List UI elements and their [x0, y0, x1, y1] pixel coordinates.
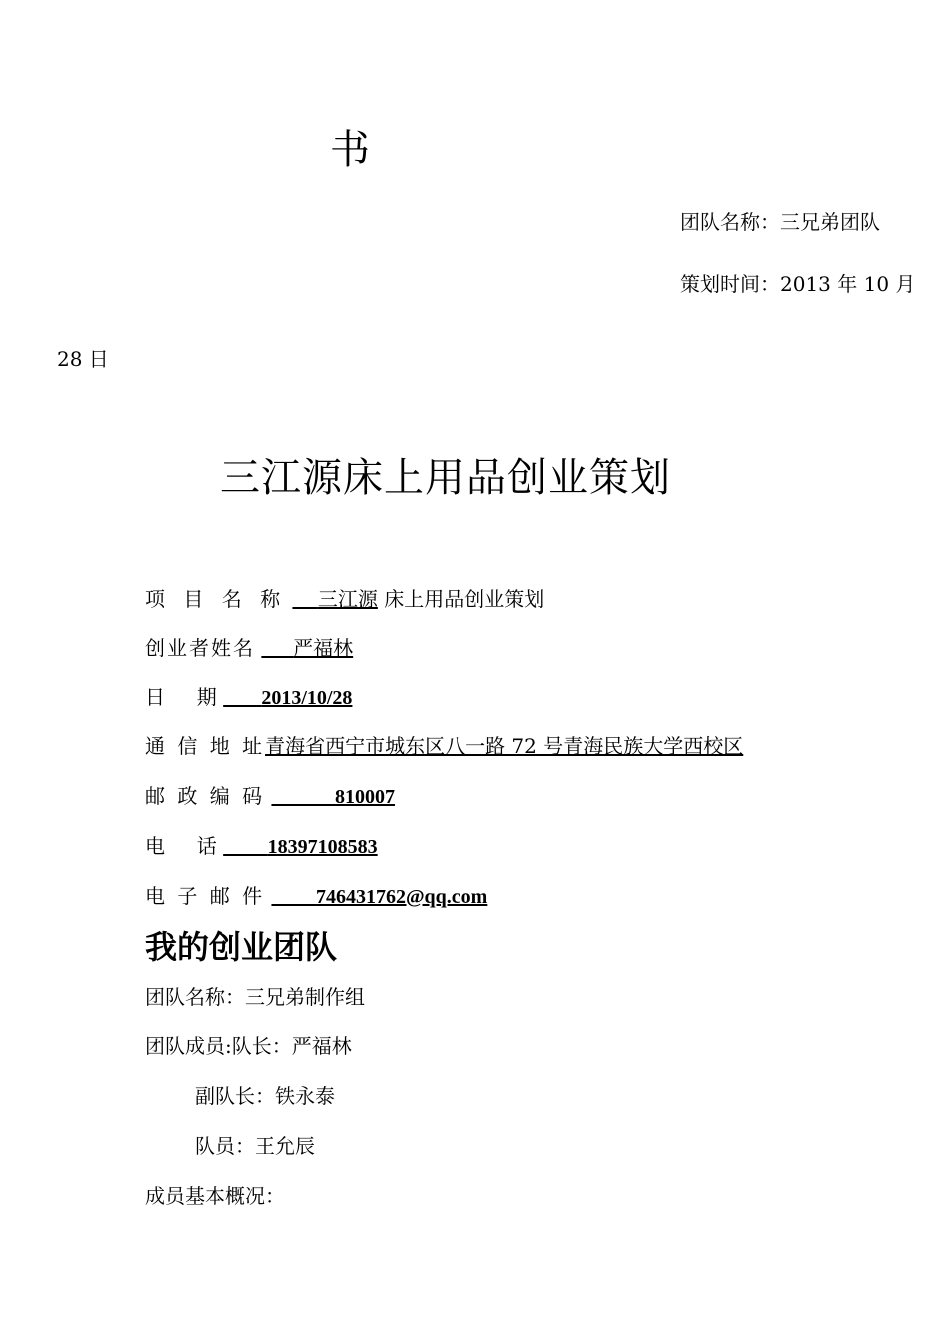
- postal-value: 810007: [335, 786, 396, 808]
- plan-time-line: 策划时间：2013 年 10 月: [680, 272, 916, 296]
- address-value: 青海省西宁市城东区八一路 72 号青海民族大学西校区: [265, 734, 744, 758]
- team-section-title: 我的创业团队: [145, 928, 338, 966]
- email-row: [145, 880, 487, 909]
- project-name-value-a: 三江源: [317, 587, 378, 611]
- postal-underline: [271, 784, 335, 808]
- email-value[interactable]: 746431762@qq.com: [315, 886, 488, 908]
- cover-title-char: 书: [330, 127, 370, 173]
- team-name-line: 团队名称：三兄弟团队: [680, 210, 880, 234]
- postal-row: [145, 780, 395, 809]
- project-name-value-b: 床上用品创业策划: [384, 587, 545, 611]
- founder-underline: [261, 636, 293, 660]
- founder-row: [145, 632, 353, 661]
- address-row: [145, 730, 743, 759]
- phone-value: 18397108583: [267, 836, 378, 858]
- team-name: 团队名称：三兄弟制作组: [145, 985, 365, 1009]
- team-members-line: 团队成员:队长：严福林: [145, 1034, 352, 1058]
- plan-date-continuation: 28 日: [57, 347, 109, 371]
- address-label: 通 信 地 址: [145, 734, 266, 758]
- phone-row: [145, 830, 378, 859]
- email-underline: [271, 884, 316, 908]
- members-overview-heading: 成员基本概况：: [145, 1184, 285, 1208]
- vice-captain-line: 副队长：铁永泰: [195, 1084, 335, 1108]
- main-title: 三江源床上用品创业策划: [220, 455, 671, 501]
- project-name-underline: [292, 587, 317, 611]
- member-line: 队员：王允辰: [195, 1134, 315, 1158]
- postal-label: 邮 政 编 码: [145, 784, 266, 808]
- founder-label: 创业者姓名: [145, 636, 255, 660]
- date-label: 日 期: [145, 685, 217, 709]
- phone-label: 电 话: [145, 834, 217, 858]
- project-name-row: [145, 583, 544, 612]
- phone-underline: [223, 834, 268, 858]
- email-label: 电 子 邮 件: [145, 884, 266, 908]
- date-underline: [223, 685, 261, 709]
- project-name-label: 项 目 名 称: [145, 587, 287, 611]
- date-row: [145, 681, 352, 710]
- founder-value: 严福林: [293, 636, 354, 660]
- date-value: 2013/10/28: [261, 687, 353, 709]
